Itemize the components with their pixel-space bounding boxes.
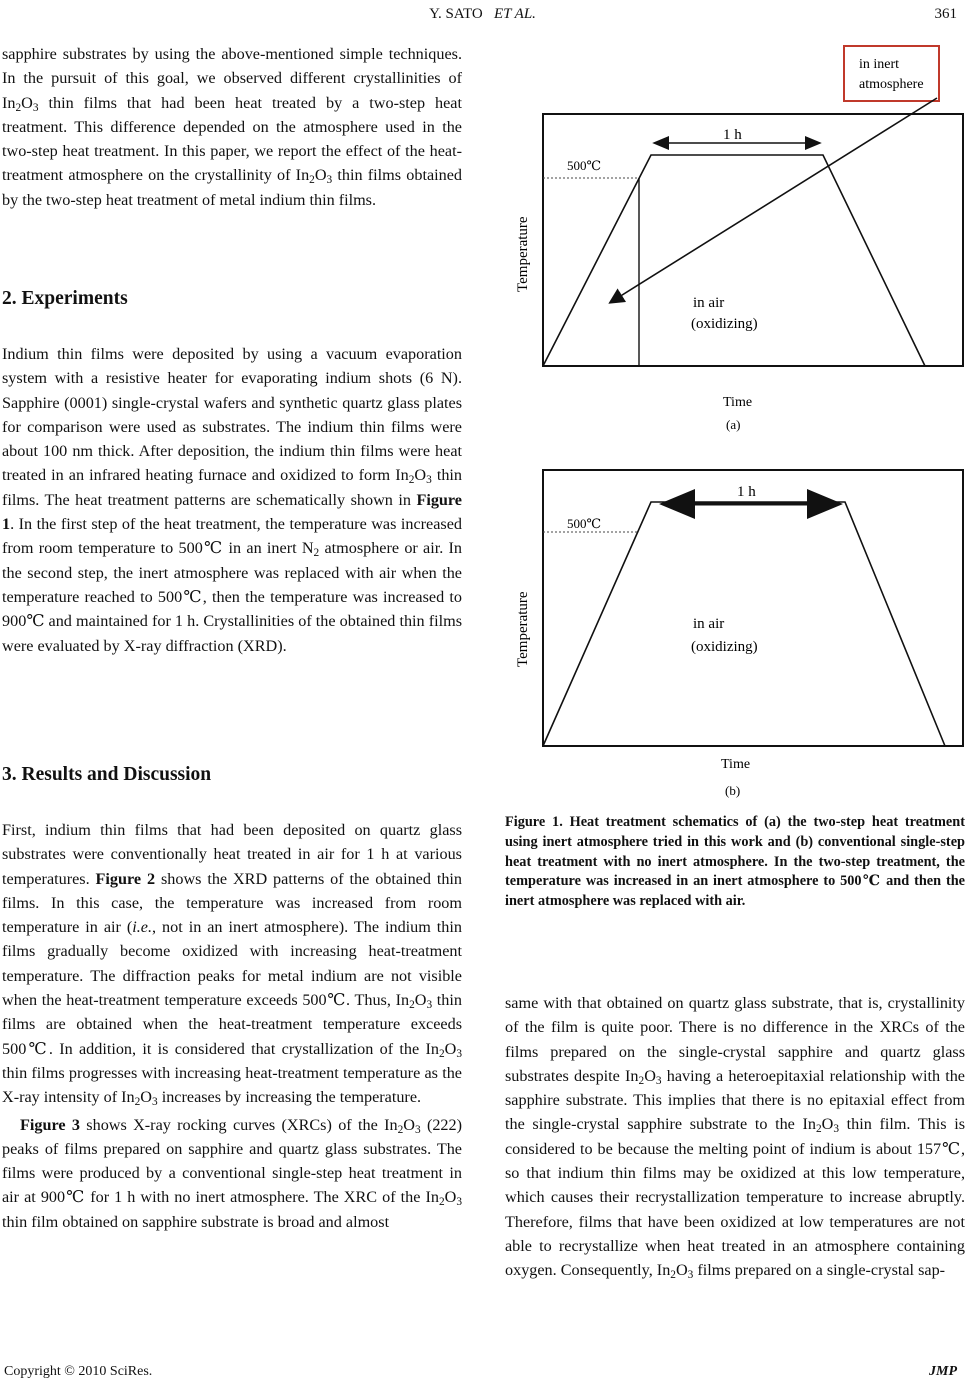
section-heading-experiments: 2. Experiments [2, 288, 128, 309]
air-label-line1: in air [693, 295, 725, 311]
temp-label: 500℃ [567, 158, 602, 173]
temperature-profile [543, 155, 925, 366]
figure-2-ref: Figure 2 [95, 869, 156, 888]
journal-abbrev: JMP [929, 1364, 957, 1379]
intro-paragraph: sapphire substrates by using the above-mentioned simple techniques. In the pursuit of this goal, we observed different crystallinities of $In_2O_3$ thin films that had been heat treated by a two-step heat treatment. This difference depended on the atmosphere used in the two-step heat treatment. In this paper, we report the effect of the heat-treatment atmosphere on the crystallinity of $In_2O_3$ thin films obtained by the two-step heat treatment of metal indium thin films. [2, 45, 462, 209]
duration-label: 1 h [723, 127, 742, 143]
copyright-notice: Copyright © 2010 SciRes. [4, 1364, 153, 1379]
y-axis-label: Temperature [515, 591, 531, 667]
left-column-intro [2, 42, 462, 212]
plot-frame [543, 470, 963, 746]
panel-label: (b) [725, 783, 741, 798]
callout-label-line1: in inert [859, 57, 900, 72]
temperature-profile [543, 502, 945, 746]
figure-1a-schematic [505, 42, 965, 442]
callout-label-line2: atmosphere [859, 77, 924, 92]
x-axis-label: Time [721, 757, 751, 772]
callout-box [844, 46, 939, 101]
running-title-author: Y. SATO [429, 6, 483, 22]
figure-1-ref: Figure 1 [2, 490, 462, 534]
results-paragraph-2: Figure 3 shows X-ray rocking curves (XRCs) of the $In_2O_3$ (222) peaks of films prepared on sapphire and quartz glass substrates. The films were produced by a conventional single-step heat treatment in air at 900℃ for 1 h with no inert atmosphere. The XRC of the $In_2O_3$ thin film obtained on sapphire substrate is broad and almost [2, 1115, 463, 1231]
right-column-continuation: same with that obtained on quartz glass substrate, that is, crystallinity of the film is quite poor. There is no difference in the XRCs of the films prepared on the single-crystal sapphire and quartz glass substrates despite $In_2O_3$ having a heteroepitaxial relationship with the sapphire substrate. This implies that there is no epitaxial effect from the single-crystal sapphire substrate to the $In_2O_3$ thin film. This is considered to be because the melting point of indium is about 157℃, so that indium thin films may be oxidized at this low temperature, which causes their recrystallization temperature to increase abruptly. Therefore, films that have been oxidized at low temperatures are not able to recrystallize when heat treated in an atmosphere containing oxygen. Consequently, $In_2O_3$ films prepared on a single-crystal sap- [505, 994, 965, 1282]
x-axis-label: Time [723, 395, 753, 410]
duration-label: 1 h [737, 484, 756, 500]
running-title-etal: ET AL. [493, 6, 536, 22]
y-axis-label: Temperature [515, 216, 531, 292]
callout-pointer-arrow [611, 98, 937, 302]
figure-1b-schematic [505, 462, 965, 802]
air-label-line2: (oxidizing) [691, 639, 758, 655]
air-label-line1: in air [693, 616, 725, 632]
running-title [0, 6, 965, 23]
figure-3-ref: Figure 3 [20, 1115, 80, 1134]
air-label-line2: (oxidizing) [691, 316, 758, 332]
panel-label: (a) [726, 417, 741, 432]
results-paragraph-1: First, indium thin films that had been deposited on quartz glass substrates were conventionally heat treated in air for 1 h at various temperatures. Figure 2 shows the XRD patterns of the obtained thin films. In this case, the temperature was increased from room temperature in air (i.e., not in an inert atmosphere). The indium thin films gradually become oxidized with increasing heat-treatment temperature. The diffraction peaks for metal indium are not visible when the heat-treatment temperature exceeds 500℃. Thus, $In_2O_3$ thin films are obtained when the heat-treatment temperature exceeds 500℃. In addition, it is considered that crystallization of the $In_2O_3$ thin films progresses with increasing heat-treatment temperature as the X-ray intensity of $In_2O_3$ increases by increasing the temperature. Figure 3 shows X-ray rocking curves (XRCs) of the $In_2O_3$ (222) peaks of films prepared on sapphire and quartz glass substrates. The films were produced by a conventional single-step heat treatment in air at 900℃ for 1 h with no inert atmosphere. The XRC of the $In_2O_3$ thin film obtained on sapphire substrate is broad and almost [2, 818, 462, 1234]
temp-label: 500℃ [567, 516, 602, 531]
figure-1-caption: Figure 1. Heat treatment schematics of (a) the two-step heat treatment using inert atmosphere tried in this work and (b) conventional single-step heat treatment with no inert atmosphere. In the two-step treatment, the temperature was increased in an inert atmosphere to 500℃ and then the inert atmosphere was replaced with air. [505, 814, 965, 910]
section-heading-results: 3. Results and Discussion [2, 764, 212, 785]
running-header [0, 6, 965, 26]
page-number: 361 [934, 6, 957, 22]
experiments-paragraph: Indium thin films were deposited by using a vacuum evaporation system with a resistive heater for evaporating indium shots (6 N). Sapphire (0001) single-crystal wafers and synthetic quartz glass plates for comparison were used as substrates. The indium thin films were about 100 nm thick. After deposition, the indium thin films were heat treated in an infrared heating furnace and oxidized to form $In_2O_3$ thin films. The heat treatment patterns are schematically shown in Figure 1. In the first step of the heat treatment, the temperature was increased from room temperature to 500℃ in an inert $N_2$ atmosphere or air. In the second step, the inert atmosphere was replaced with air when the temperature reached to 500℃, then the temperature was increased to 900℃ and maintained for 1 h. Crystallinities of the obtained thin films were evaluated by X-ray diffraction (XRD). [2, 345, 463, 655]
